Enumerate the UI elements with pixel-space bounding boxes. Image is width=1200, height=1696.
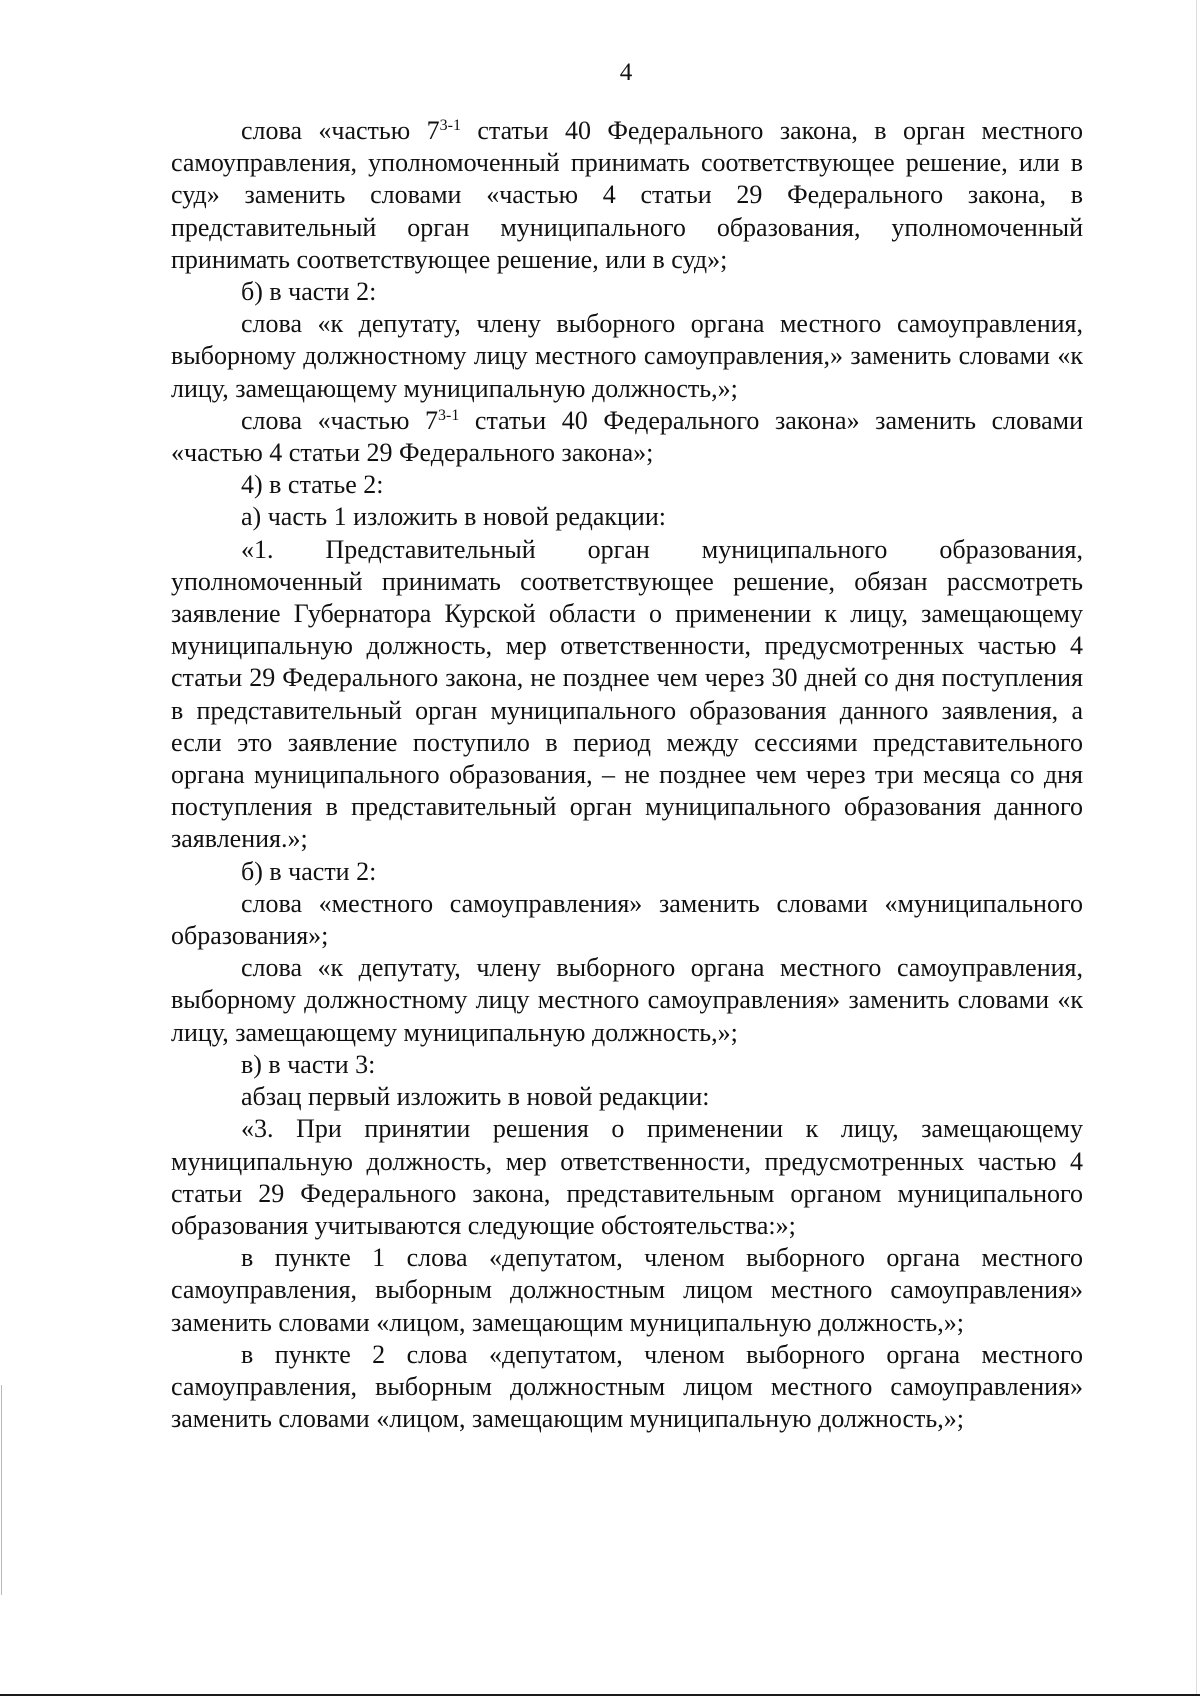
paragraph [171,115,1083,276]
paragraph-text: слова «к депутату, члену выборного органа местного самоуправления, выборному должностному лицу местного самоуправления,» заменить словами «к лицу, замещающему муниципальную должность,»; [171,309,1083,403]
page-number: 4 [619,59,633,86]
paragraph-text: в пункте 2 слова «депутатом, членом выборного органа местного самоуправления, выборным должностным лицом местного самоуправления» заменить словами «лицом, замещающим муниципальную должность,»; [171,1339,1083,1434]
paragraph-text: слова «к депутату, члену выборного органа местного самоуправления, выборному должностному лицу местного самоуправления» заменить словами «к лицу, замещающему муниципальную должность,»; [171,953,1083,1047]
paragraph [171,308,1083,405]
superscript: 3-1 [439,117,461,134]
paragraph [171,1242,1083,1339]
paragraph-text: б) в части 2: [241,856,377,886]
paragraph [171,888,1083,952]
document-body [171,115,1083,1435]
paragraph-text: слова «местного самоуправления» заменить словами «муниципального образования»; [171,888,1083,951]
paragraph [171,1113,1083,1242]
paragraph [171,501,1083,533]
paragraph [171,1081,1083,1113]
paragraph [171,952,1083,1049]
paragraph-text: слова «частью 7 [241,116,440,145]
scan-edge-right [1196,0,1197,1696]
paragraph [171,405,1083,469]
paragraph-text: абзац первый изложить в новой редакции: [241,1082,710,1112]
paragraph-text: «1. Представительный орган муниципального образования, уполномоченный принимать соответствующее решение, обязан рассмотреть заявление Губернатора Курской области о применении к лицу, замещающему муниципальную должность, мер ответственности, предусмотренных частью 4 статьи 29 Федерального закона, не позднее чем через 30 дней со дня поступления в представительный орган муниципального образования данного заявления, а если это заявление поступило в период между сессиями представительного органа муниципального образования, – не позднее чем через три месяца со дня поступления в представительный орган муниципального образования данного заявления.»; [171,534,1083,854]
paragraph-text: в) в части 3: [241,1049,376,1079]
paragraph [171,1339,1083,1436]
paragraph [171,856,1083,888]
paragraph [171,1049,1083,1081]
paragraph-text-continued: статьи 40 Федерального закона» заменить словами «частью 4 статьи 29 Федерального закона»; [171,405,1083,468]
paragraph [171,534,1083,856]
superscript: 3-1 [438,406,460,424]
paragraph [171,276,1083,308]
paragraph-text-continued: статьи 40 Федерального закона, в орган местного самоуправления, уполномоченный принимать соответствующее решение, или в суд» заменить словами «частью 4 статьи 29 Федерального закона, в представительный орган муниципального образования, уполномоченный принимать соответствующее решение, или в суд»; [171,116,1083,274]
paragraph-text: «3. При принятии решения о применении к лицу, замещающему муниципальную должность, мер ответственности, предусмотренных частью 4 статьи 29 Федерального закона, представительным органом муниципального образования учитываются следующие обстоятельства:»; [171,1114,1083,1240]
paragraph-text: слова «частью 7 [241,405,438,435]
paragraph-text: а) часть 1 изложить в новой редакции: [241,502,666,532]
paragraph-text: б) в части 2: [241,277,377,307]
scan-edge-left [1,1385,2,1595]
paragraph-text: 4) в статье 2: [241,470,384,500]
paragraph-text: в пункте 1 слова «депутатом, членом выборного органа местного самоуправления, выборным должностным лицом местного самоуправления» заменить словами «лицом, замещающим муниципальную должность,»; [171,1243,1083,1337]
paragraph [171,469,1083,501]
